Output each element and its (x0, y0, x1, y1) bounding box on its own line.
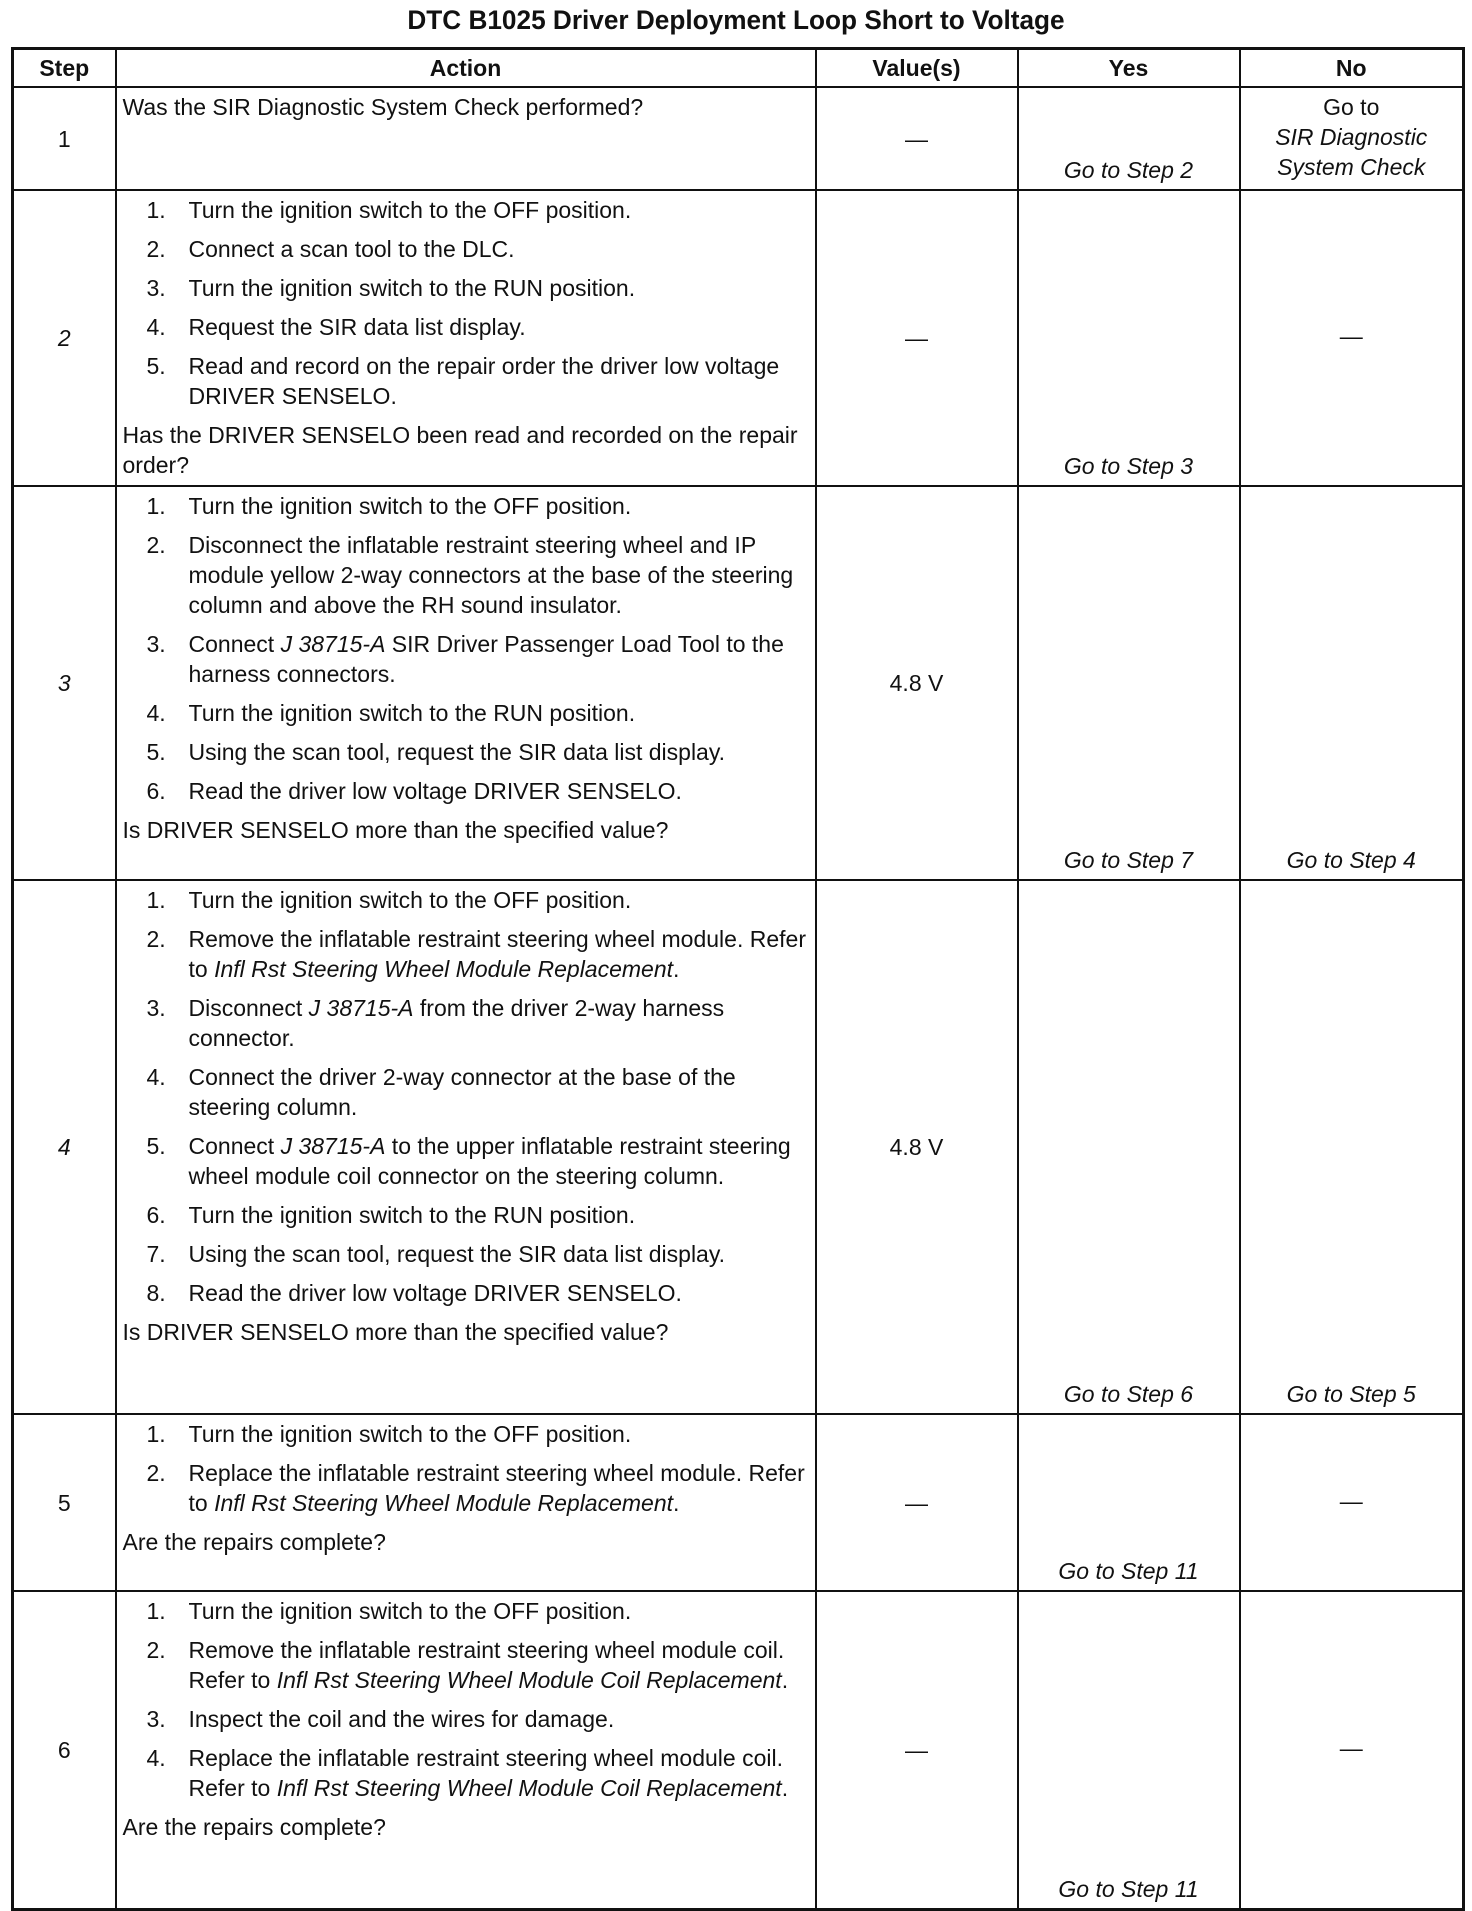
procedure-step (123, 530, 809, 620)
question-text: Was the SIR Diagnostic System Check performed? (122, 94, 644, 120)
table-row (13, 190, 1464, 486)
procedure-step-number: 1. (146, 493, 166, 519)
action-cell (116, 880, 816, 1414)
header-yes: Yes (1018, 49, 1240, 88)
header-action: Action (116, 49, 816, 88)
header-values: Value(s) (816, 49, 1018, 88)
procedure-step (123, 234, 809, 264)
no-line: System Check (1277, 154, 1426, 180)
table-row (13, 1591, 1464, 1909)
step-number: 2 (13, 190, 116, 486)
procedure-step-text: Disconnect (188, 995, 309, 1021)
no-cell: — (1240, 1414, 1464, 1591)
value-cell: — (816, 1414, 1018, 1591)
question-text: Is DRIVER SENSELO more than the specified value? (122, 1319, 669, 1345)
table-row (13, 1414, 1464, 1591)
header-row (13, 49, 1464, 88)
procedure-step (123, 1635, 809, 1695)
procedure-step-text: Turn the ignition switch to the OFF position. (188, 1598, 632, 1624)
reference-text: Infl Rst Steering Wheel Module Replacement (214, 1490, 674, 1516)
procedure-step-number: 4. (146, 1745, 166, 1771)
procedure-step-text: . (673, 956, 680, 982)
procedure-list (123, 195, 809, 411)
step-number: 4 (13, 880, 116, 1414)
question-text: Are the repairs complete? (122, 1814, 386, 1840)
procedure-step (123, 629, 809, 689)
procedure-step-number: 4. (146, 1064, 166, 1090)
procedure-list (123, 885, 809, 1308)
procedure-step (123, 1458, 809, 1518)
procedure-step-text: Turn the ignition switch to the OFF position. (188, 887, 632, 913)
procedure-step-text: Connect (188, 1133, 281, 1159)
procedure-step (123, 993, 809, 1053)
procedure-step-text: Replace the inflatable restraint steering wheel module. Refer to (188, 1460, 805, 1516)
procedure-step-text: Turn the ignition switch to the RUN position. (188, 700, 636, 726)
no-cell: — (1240, 1591, 1464, 1909)
procedure-step-number: 2. (146, 236, 166, 262)
action-cell (116, 486, 816, 880)
reference-text: Infl Rst Steering Wheel Module Replacement (214, 956, 674, 982)
no-cell: Go to Step 4 (1240, 486, 1464, 880)
procedure-step (123, 351, 809, 411)
procedure-list (123, 1419, 809, 1518)
procedure-step (123, 885, 809, 915)
procedure-step-number: 3. (146, 995, 166, 1021)
table-row (13, 87, 1464, 190)
value-cell: 4.8 V (816, 486, 1018, 880)
action-cell (116, 87, 816, 190)
yes-cell: Go to Step 11 (1018, 1414, 1240, 1591)
procedure-step-text: Replace the inflatable restraint steering wheel module coil. Refer to (188, 1745, 783, 1801)
procedure-step (123, 1596, 809, 1626)
value-cell: 4.8 V (816, 880, 1018, 1414)
step-number: 5 (13, 1414, 116, 1591)
reference-text: J 38715-A (308, 995, 414, 1021)
procedure-step (123, 1200, 809, 1230)
procedure-step (123, 1131, 809, 1191)
no-cell: Go to Step 5 (1240, 880, 1464, 1414)
procedure-step-text: Turn the ignition switch to the OFF position. (188, 493, 632, 519)
procedure-step-number: 2. (146, 1460, 166, 1486)
procedure-step (123, 1062, 809, 1122)
no-cell: — (1240, 190, 1464, 486)
procedure-step (123, 1743, 809, 1803)
procedure-step (123, 698, 809, 728)
procedure-step-number: 5. (146, 1133, 166, 1159)
no-line: SIR Diagnostic (1275, 124, 1428, 150)
procedure-step-text: Read the driver low voltage DRIVER SENSELO. (188, 778, 682, 804)
value-cell: — (816, 190, 1018, 486)
procedure-step-number: 2. (146, 1637, 166, 1663)
procedure-step-number: 6. (146, 778, 166, 804)
yes-cell: Go to Step 6 (1018, 880, 1240, 1414)
procedure-step-text: Inspect the coil and the wires for damage. (188, 1706, 615, 1732)
procedure-step (123, 1704, 809, 1734)
procedure-step-number: 4. (146, 314, 166, 340)
procedure-step-number: 1. (146, 197, 166, 223)
yes-cell: Go to Step 2 (1018, 87, 1240, 190)
step-number: 6 (13, 1591, 116, 1909)
procedure-step-number: 8. (146, 1280, 166, 1306)
procedure-step-text: Request the SIR data list display. (188, 314, 526, 340)
procedure-step-text: Remove the inflatable restraint steering wheel module coil. Refer to (188, 1637, 785, 1693)
procedure-step-text: Connect (188, 631, 281, 657)
procedure-step-text: Read and record on the repair order the driver low voltage DRIVER SENSELO. (188, 353, 780, 409)
procedure-step-text: Connect the driver 2-way connector at the base of the steering column. (188, 1064, 736, 1120)
procedure-step (123, 1278, 809, 1308)
procedure-step-text: Disconnect the inflatable restraint steering wheel and IP module yellow 2-way connectors at the base of the steering column and above the RH sound insulator. (188, 532, 794, 618)
procedure-step-text: Turn the ignition switch to the OFF position. (188, 1421, 632, 1447)
procedure-step-text: . (781, 1775, 789, 1801)
table-row (13, 880, 1464, 1414)
procedure-step (123, 776, 809, 806)
question-text: Is DRIVER SENSELO more than the specified value? (122, 817, 669, 843)
table-row (13, 486, 1464, 880)
procedure-step-number: 4. (146, 700, 166, 726)
procedure-step (123, 737, 809, 767)
procedure-step-text: SIR Driver Passenger Load Tool to the harness connectors. (188, 631, 784, 687)
procedure-step (123, 273, 809, 303)
procedure-step-number: 2. (146, 532, 166, 558)
procedure-list (123, 1596, 809, 1803)
no-line: Go to (1323, 94, 1380, 120)
procedure-step-text: Using the scan tool, request the SIR data list display. (188, 739, 726, 765)
procedure-step-number: 3. (146, 631, 166, 657)
procedure-list (123, 491, 809, 806)
reference-text: J 38715-A (280, 631, 386, 657)
procedure-step-text: from the driver 2-way harness connector. (188, 995, 725, 1051)
yes-cell: Go to Step 11 (1018, 1591, 1240, 1909)
question-text: Are the repairs complete? (122, 1529, 386, 1555)
procedure-step-number: 7. (146, 1241, 166, 1267)
reference-text: Infl Rst Steering Wheel Module Coil Replacement (276, 1775, 782, 1801)
procedure-step-text: Remove the inflatable restraint steering wheel module. Refer to (188, 926, 806, 982)
procedure-step-text: . (673, 1490, 680, 1516)
procedure-step (123, 491, 809, 521)
question-text: Has the DRIVER SENSELO been read and recorded on the repair order? (122, 422, 798, 478)
yes-cell: Go to Step 3 (1018, 190, 1240, 486)
procedure-step-text: Read the driver low voltage DRIVER SENSELO. (188, 1280, 682, 1306)
procedure-step-text: Turn the ignition switch to the RUN position. (188, 275, 636, 301)
procedure-step (123, 924, 809, 984)
diagnostic-table (11, 47, 1465, 1911)
header-no: No (1240, 49, 1464, 88)
procedure-step-number: 3. (146, 275, 166, 301)
procedure-step-number: 6. (146, 1202, 166, 1228)
action-cell (116, 1414, 816, 1591)
procedure-step (123, 195, 809, 225)
procedure-step (123, 312, 809, 342)
procedure-step-number: 1. (146, 887, 166, 913)
step-number: 3 (13, 486, 116, 880)
page-title: DTC B1025 Driver Deployment Loop Short to Voltage (407, 5, 1065, 35)
step-number: 1 (13, 87, 116, 190)
procedure-step-number: 1. (146, 1598, 166, 1624)
procedure-step-number: 2. (146, 926, 166, 952)
no-cell (1240, 87, 1464, 190)
reference-text: J 38715-A (280, 1133, 386, 1159)
value-cell: — (816, 87, 1018, 190)
reference-text: Infl Rst Steering Wheel Module Coil Replacement (276, 1667, 782, 1693)
yes-cell: Go to Step 7 (1018, 486, 1240, 880)
procedure-step-text: Using the scan tool, request the SIR data list display. (188, 1241, 726, 1267)
procedure-step-number: 5. (146, 353, 166, 379)
procedure-step-text: . (781, 1667, 789, 1693)
value-cell: — (816, 1591, 1018, 1909)
procedure-step-number: 5. (146, 739, 166, 765)
procedure-step-text: Turn the ignition switch to the OFF position. (188, 197, 632, 223)
action-cell (116, 1591, 816, 1909)
procedure-step-text: to the upper inflatable restraint steering wheel module coil connector on the steering column. (188, 1133, 791, 1189)
procedure-step-text: Turn the ignition switch to the RUN position. (188, 1202, 636, 1228)
procedure-step (123, 1239, 809, 1269)
header-step: Step (13, 49, 116, 88)
procedure-step-text: Connect a scan tool to the DLC. (188, 236, 515, 262)
procedure-step-number: 1. (146, 1421, 166, 1447)
action-cell (116, 190, 816, 486)
procedure-step (123, 1419, 809, 1449)
procedure-step-number: 3. (146, 1706, 166, 1732)
